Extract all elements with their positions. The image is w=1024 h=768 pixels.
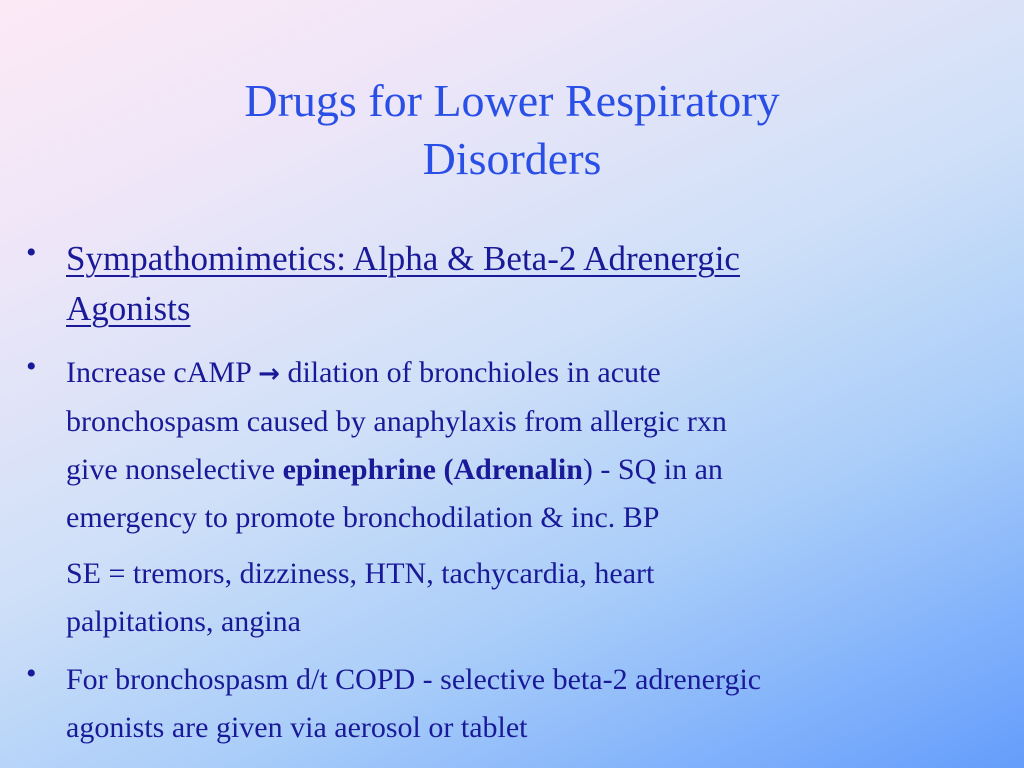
slide-title-line-1: Drugs for Lower Respiratory xyxy=(244,75,780,126)
camp-line-4: emergency to promote bronchodilation & inc. BP xyxy=(66,501,660,534)
slide-title-line-2: Disorders xyxy=(422,133,602,184)
copd-line-1: For bronchospasm d/t COPD - selective beta-2 adrenergic xyxy=(66,663,762,696)
camp-line-3-end: ) - SQ in an xyxy=(582,453,723,486)
bullet-marker: • xyxy=(26,350,37,383)
drug-name-epinephrine: epinephrine (Adrenalin xyxy=(282,453,583,486)
camp-line-2: bronchospasm caused by anaphylaxis from allergic rxn xyxy=(66,405,727,438)
section-heading-line-1: Sympathomimetics: Alpha & Beta-2 Adrenergic xyxy=(66,239,740,278)
camp-line-3-start: give nonselective xyxy=(66,453,283,486)
bullet-marker: • xyxy=(26,236,37,269)
camp-line-1-end: dilation of bronchioles in acute xyxy=(287,356,661,389)
bullet-text-camp xyxy=(66,349,1004,542)
section-heading xyxy=(66,234,1004,334)
camp-line-1-start: Increase cAMP xyxy=(66,356,251,389)
side-effects-text xyxy=(66,550,1004,646)
bullet-text-copd xyxy=(66,656,1004,752)
side-effects-line-2: palpitations, angina xyxy=(66,605,301,638)
section-heading-line-2: Agonists xyxy=(66,289,191,328)
bullet-marker: • xyxy=(26,657,37,690)
camp-line-3 xyxy=(66,446,1004,494)
right-arrow-icon: → xyxy=(258,359,280,389)
side-effects-line-1: SE = tremors, dizziness, HTN, tachycardia, heart xyxy=(66,557,655,590)
camp-line-1 xyxy=(66,349,1004,398)
copd-line-2: agonists are given via aerosol or tablet xyxy=(66,711,528,744)
